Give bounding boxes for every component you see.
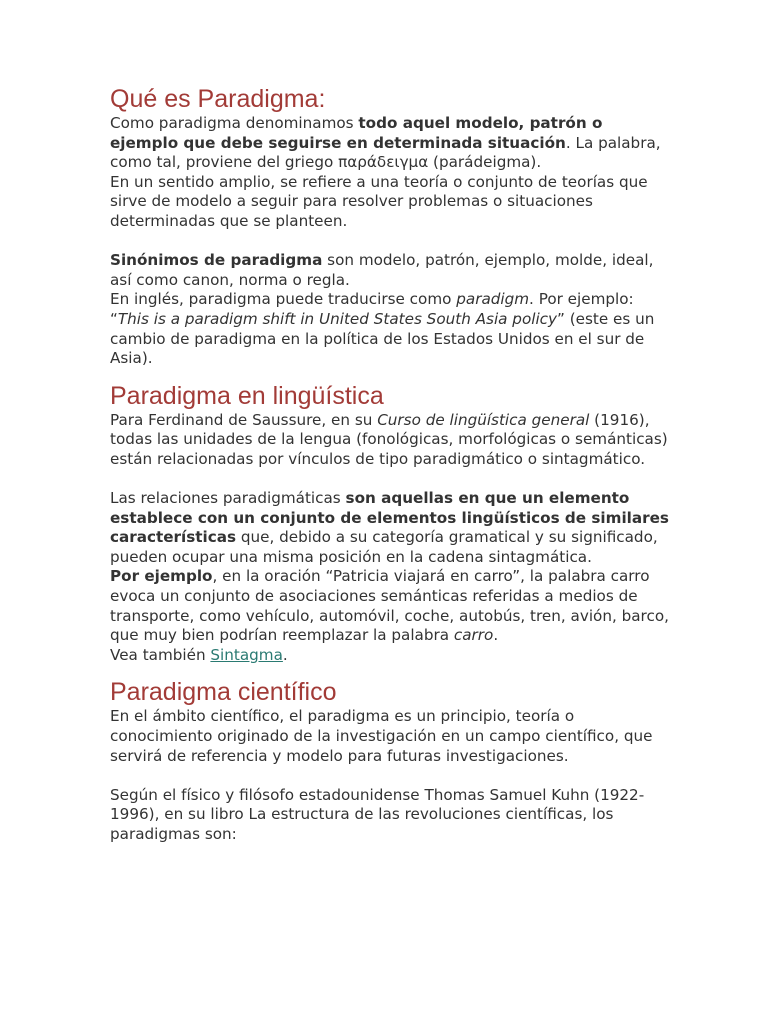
paragraph-see-also xyxy=(110,646,670,666)
italic-run: This is a paradigm shift in United States South Asia policy xyxy=(117,309,558,328)
section-paradigma-cientifico xyxy=(110,677,670,844)
text-run: . La palabra, como tal, proviene del griego παράδειγμα (parádeigma). xyxy=(110,133,661,172)
text-run: (1916), todas las unidades de la lengua (fonológicas, morfológicas o semánticas) están relacionadas por vínculos de tipo paradigmático o sintagmático. xyxy=(110,410,668,468)
paragraph-scientific: En el ámbito científico, el paradigma es un principio, teoría o conocimiento originado de la investigación en un campo científico, que servirá de referencia y modelo para futuras investigaciones. xyxy=(110,707,653,765)
paragraph-broad-sense: En un sentido amplio, se refiere a una teoría o conjunto de teorías que sirve de modelo a seguir para resolver problemas o situaciones determinadas que se planteen. xyxy=(110,172,648,230)
section-title: Paradigma científico xyxy=(110,678,337,707)
text-run: , en la oración “Patricia viajará en carro”, la palabra carro evoca un conjunto de asociaciones semánticas referidas a medios de transporte, como vehículo, automóvil, coche, autobús, tren, avión, barco, que muy bien podrían reemplazar la palabra xyxy=(110,567,669,645)
bold-run: Sinónimos de paradigma xyxy=(110,251,323,270)
sintagma-link[interactable]: Sintagma xyxy=(210,645,283,664)
section-title: Qué es Paradigma: xyxy=(110,85,326,113)
paragraph-saussure xyxy=(110,411,670,470)
section-paradigma-linguistica xyxy=(110,381,670,666)
section-title: Paradigma en lingüística xyxy=(110,381,384,410)
text-run: En inglés, paradigma puede traducirse como xyxy=(110,290,457,309)
text-run: son modelo, patrón, ejemplo, molde, ideal, así como canon, norma o regla. xyxy=(110,251,654,289)
text-run: . Por ejemplo: “ xyxy=(110,290,634,328)
paragraph-definition xyxy=(110,114,670,173)
paragraph-synonyms xyxy=(110,251,670,290)
text-run: que, debido a su categoría gramatical y su significado, pueden ocupar una misma posición en la cadena sintagmática. xyxy=(110,528,658,566)
bold-run: son aquellas en que un elemento establece con un conjunto de elementos lingüísticos de similares características xyxy=(110,489,669,547)
document-page xyxy=(110,84,670,845)
text-run: Para Ferdinand de Saussure, en su xyxy=(110,410,378,429)
paragraph-english xyxy=(110,290,670,368)
text-run: ” (este es un cambio de paradigma en la política de los Estados Unidos en el sur de Asia). xyxy=(110,309,655,368)
bold-run: todo aquel modelo, patrón o ejemplo que debe seguirse en determinada situación xyxy=(110,114,603,152)
paragraph-relations xyxy=(110,489,670,567)
text-run: Las relaciones paradigmáticas xyxy=(110,489,346,508)
text-run: Como paradigma denominamos xyxy=(110,114,359,132)
bold-run: Por ejemplo xyxy=(110,567,213,586)
text-run: Vea también xyxy=(110,645,211,664)
italic-run: paradigm xyxy=(456,290,530,309)
italic-run: Curso de lingüística general xyxy=(377,410,590,429)
paragraph-kuhn: Según el físico y filósofo estadounidense Thomas Samuel Kuhn (1922-1996), en su libro La estructura de las revoluciones científicas, los paradigmas son: xyxy=(110,785,645,843)
italic-run: carro xyxy=(453,626,494,645)
section-que-es-paradigma xyxy=(110,84,670,369)
paragraph-example xyxy=(110,567,670,645)
text-run: . xyxy=(282,645,288,664)
text-run: . xyxy=(493,626,499,645)
